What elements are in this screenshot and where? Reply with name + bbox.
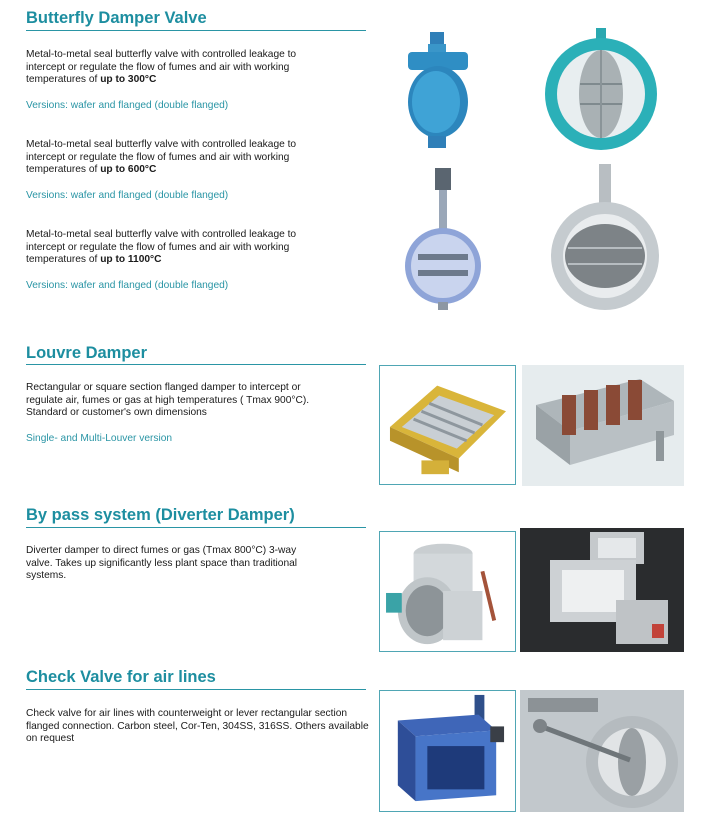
butterfly-title: Butterfly Damper Valve <box>26 9 207 27</box>
louvre-versions: Single- and Multi-Louver version <box>26 433 173 444</box>
butterfly-versions-2: Versions: wafer and flanged (double flanged) <box>26 190 229 201</box>
louvre-title: Louvre Damper <box>26 344 148 362</box>
check-desc: Check valve for air lines with counterweight or lever rectangular section flanged connection. Carbon steel, Cor-Ten, 304SS, 316SS. Others available on request <box>26 708 369 745</box>
butterfly-wafer-300-image <box>398 30 478 150</box>
bypass-title: By pass system (Diverter Damper) <box>26 506 295 524</box>
butterfly-desc-1: Metal-to-metal seal butterfly valve with controlled leakage to intercept or regulate the flow of fumes and air with working temperatures of up to 300°C <box>26 49 297 86</box>
butterfly-versions-1: Versions: wafer and flanged (double flanged) <box>26 100 229 111</box>
diverter-damper-image-1 <box>379 531 516 652</box>
butterfly-wafer-high-temp-image <box>402 166 484 310</box>
butterfly-flanged-high-temp-image <box>548 164 662 314</box>
louvre-rule <box>26 364 366 365</box>
bypass-desc: Diverter damper to direct fumes or gas (Tmax 800°C) 3-way valve. Takes up significantly less plant space than traditional systems. <box>26 545 298 582</box>
butterfly-versions-3: Versions: wafer and flanged (double flanged) <box>26 280 229 291</box>
butterfly-rule <box>26 30 366 31</box>
butterfly-desc-3: Metal-to-metal seal butterfly valve with controlled leakage to intercept or regulate the flow of fumes and air with working temperatures of up to 1100°C <box>26 229 297 266</box>
butterfly-flanged-300-image <box>540 28 662 152</box>
bypass-rule <box>26 527 366 528</box>
louvre-damper-image-2 <box>522 365 684 486</box>
louvre-damper-image-1 <box>379 365 516 485</box>
diverter-damper-image-2 <box>520 528 684 652</box>
check-valve-image-2 <box>520 690 684 812</box>
butterfly-desc-2: Metal-to-metal seal butterfly valve with controlled leakage to intercept or regulate the flow of fumes and air with working temperatures of up to 600°C <box>26 139 297 176</box>
louvre-desc: Rectangular or square section flanged damper to intercept or regulate air, fumes or gas at high temperatures ( Tmax 900°C). Standard or customer's own dimensions <box>26 382 310 419</box>
check-rule <box>26 689 366 690</box>
check-valve-image-1 <box>379 690 516 812</box>
check-title: Check Valve for air lines <box>26 668 216 686</box>
